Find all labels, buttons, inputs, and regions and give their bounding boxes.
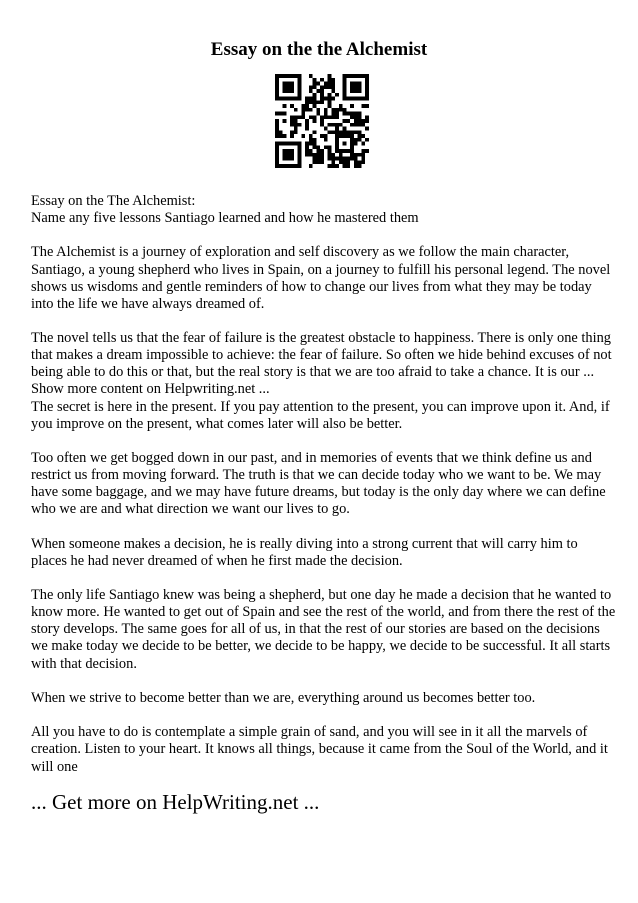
essay-paragraph: The only life Santiago knew was being a shepherd, but one day he made a decision that he wanted to know more. He wanted to get out of Spain and see the rest of the world, and from there the rest of the story develops. The same goes for all of us, in that the rest of our stories are based on the decisions we make today we decide to be better, we decide to be happy, we decide to be successful. It all starts with that decision. — [31, 587, 616, 672]
essay-body — [31, 193, 616, 793]
essay-heading-paragraph: Essay on the The Alchemist: Name any five lessons Santiago learned and how he mastered them — [31, 193, 419, 227]
essay-paragraph: All you have to do is contemplate a simple grain of sand, and you will see in it all the marvels of creation. Listen to your heart. It knows all things, because it came from the Soul of the World, and it will one — [31, 724, 608, 775]
essay-paragraph: The secret is here in the present. If you pay attention to the present, you can improve upon it. And, if you improve on the present, what comes later will also be better. — [31, 398, 610, 432]
essay-paragraph: The novel tells us that the fear of failure is the greatest obstacle to happiness. There is only one thing that makes a dream impossible to achieve: the fear of failure. So often we hide behind excuses of not being able to do this or that, but the real story is that we are too afraid to take a chance. It is our ... Show more content on Helpwriting.net ... — [31, 330, 612, 398]
essay-paragraph: When we strive to become better than we are, everything around us becomes better too. — [31, 689, 536, 706]
essay-paragraph: The Alchemist is a journey of exploration and self discovery as we follow the main character, Santiago, a young shepherd who lives in Spain, on a journey to fulfill his personal legend. The novel shows us wisdoms and gentle reminders of how to change our lives from what they may be today into the life we have always dreamed of. — [31, 244, 611, 312]
get-more-link[interactable]: ... Get more on HelpWriting.net ... — [31, 790, 320, 814]
document-title: Essay on the the Alchemist — [210, 39, 428, 60]
essay-paragraph: Too often we get bogged down in our past, and in memories of events that we think define us and restrict us from moving forward. The truth is that we can decide today who we want to be. We may have some baggage, and we may have future dreams, but today is the only day where we can define who we are and what direction we want our lives to go. — [31, 450, 606, 518]
essay-paragraph: When someone makes a decision, he is really diving into a strong current that will carry him to places he had never dreamed of when he first made the decision. — [31, 535, 578, 569]
qr-code-icon — [275, 74, 369, 168]
